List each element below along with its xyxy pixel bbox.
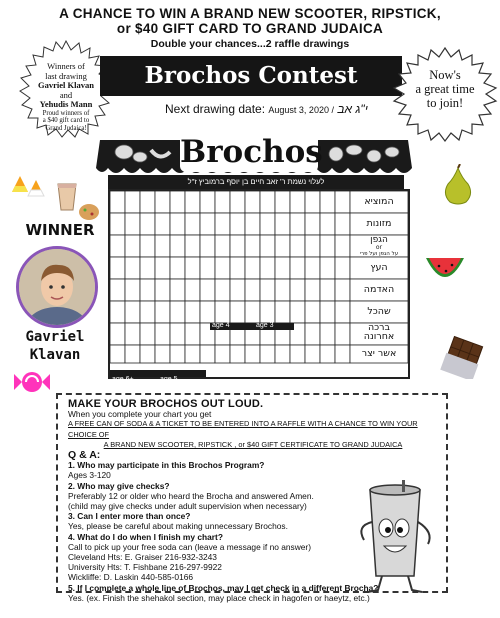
age-6-label: age 6+: [112, 376, 134, 383]
chart-cell: [155, 235, 170, 257]
chart-cell: [155, 213, 170, 235]
header-line-3: Double your chances...2 raffle drawings: [150, 38, 350, 50]
qa-a4d: Wickliffe: D. Laskin 440-585-0166: [68, 572, 194, 583]
chart-cell: [140, 257, 155, 279]
chart-cell: [110, 345, 125, 363]
burst-right-line1: Now's: [429, 68, 461, 82]
chart-cell: [275, 235, 290, 257]
chart-cell: [155, 345, 170, 363]
chart-cell: [155, 257, 170, 279]
chart-cell: [170, 323, 185, 345]
chart-cell: [290, 279, 305, 301]
chart-cell: [185, 301, 200, 323]
qa-heading: Q & A:: [68, 449, 101, 462]
chart-cell: [230, 213, 245, 235]
qa-a2b: (child may give checks under adult supervision when necessary): [68, 501, 307, 512]
qa-q1: 1. Who may participate in this Brochos Program?: [68, 460, 265, 471]
qa-q5: 5. If I complete a whole line of Brochos, may I get check in a different Brocha?: [68, 582, 379, 593]
pear-icon: [440, 164, 476, 206]
chart-cell: [245, 191, 260, 213]
qa-a2a: Preferably 12 or older who heard the Brocha and answered Amen.: [68, 490, 314, 501]
chart-cell: [245, 235, 260, 257]
chart-cell: [140, 213, 155, 235]
chart-cell: [110, 323, 125, 345]
winner-avatar: [16, 246, 98, 328]
row-label-2-main: הגפן: [370, 235, 388, 245]
next-drawing-hebrew: י"ג אב: [337, 102, 368, 116]
chart-cell: [215, 235, 230, 257]
chart-cell: [125, 323, 140, 345]
row-label-7: אשר יצר: [361, 348, 397, 359]
chart-cell: [305, 279, 320, 301]
chart-cell: [185, 345, 200, 363]
row-label-2: [350, 235, 408, 258]
chart-cell: [230, 235, 245, 257]
chart-cell: [230, 257, 245, 279]
qa-a3: Yes, please be careful about making unnecessary Brochos.: [68, 521, 288, 532]
row-label-6: [350, 323, 408, 345]
chart-cell: [215, 345, 230, 363]
qa-a5: Yes. (ex. Finish the shehakol section, may place check in hagofen or haeytz, etc.): [68, 592, 370, 603]
chart-cell: [275, 345, 290, 363]
chart-cell: [230, 279, 245, 301]
chart-cell: [110, 213, 125, 235]
burst-left-line1: Winners of: [47, 61, 85, 71]
qa-raffle-1: A FREE CAN OF SODA & A TICKET TO BE ENTERED INTO A RAFFLE WITH A CHANCE TO WIN YOUR CHOICE OF: [68, 419, 418, 439]
qa-a1: Ages 3-120: [68, 470, 111, 481]
qa-q2: 2. Who may give checks?: [68, 480, 170, 491]
winner-last-name: Klavan: [29, 347, 81, 363]
burst-left-name2: Yehudis Mann: [39, 99, 93, 109]
qa-a4c: University Hts: T. Fishbane 216-297-9922: [68, 562, 222, 573]
chart-cell: [200, 279, 215, 301]
chart-cell: [305, 345, 320, 363]
chart-cell: [215, 301, 230, 323]
chart-cell: [275, 301, 290, 323]
chart-cell: [335, 301, 350, 323]
chart-dedication: לעלוי נשמת ר' זאב חיים בן יוסף ברמוביץ ז"ל: [108, 175, 404, 189]
chart-cell: [200, 345, 215, 363]
chart-cell: [260, 191, 275, 213]
chart-cell: [335, 191, 350, 213]
row-label-2-or: or: [375, 244, 383, 251]
chart-cell: [320, 257, 335, 279]
chart-cell: [170, 345, 185, 363]
row-label-5: שהכל: [367, 306, 391, 317]
chart-cell: [155, 279, 170, 301]
row-label-6-main: ברכה: [367, 322, 391, 333]
chart-cell: [215, 213, 230, 235]
chart-cell: [260, 279, 275, 301]
winner-label: WINNER: [25, 221, 95, 239]
chart-cell: [140, 235, 155, 257]
chart-cell: [140, 301, 155, 323]
chart-cell: [260, 257, 275, 279]
qa-intro: When you complete your chart you get: [68, 409, 212, 420]
cup-icon: [56, 182, 78, 212]
chart-cell: [185, 279, 200, 301]
chart-cell: [320, 323, 335, 345]
chart-cell: [110, 279, 125, 301]
age-5-label: age 5: [160, 376, 178, 383]
soda-cup-mascot-icon: [358, 480, 436, 598]
chart-cell: [200, 191, 215, 213]
burst-right-line2: a great time: [415, 82, 475, 96]
chocolate-bar-icon: [440, 335, 488, 379]
chart-cell: [290, 301, 305, 323]
chart-cell: [320, 301, 335, 323]
chart-logo-text: Brochos: [180, 134, 323, 170]
chart-cell: [335, 345, 350, 363]
burst-left-and: and: [59, 89, 73, 100]
chart-cell: [230, 345, 245, 363]
row-label-1: מזונות: [366, 218, 392, 229]
chart-cell: [200, 301, 215, 323]
chart-cell: [290, 345, 305, 363]
page-title: Brochos Contest: [100, 56, 402, 96]
chart-cell: [275, 257, 290, 279]
chart-cell: [110, 235, 125, 257]
row-label-6-line2: אחרונה: [363, 331, 395, 342]
chart-cell: [170, 301, 185, 323]
header-line-2: or $40 GIFT CARD TO GRAND JUDAICA: [116, 21, 384, 36]
chart-cell: [170, 191, 185, 213]
chart-cell: [140, 279, 155, 301]
next-drawing: [165, 102, 368, 116]
chart-cell: [320, 191, 335, 213]
header-line-1: A CHANCE TO WIN A BRAND NEW SCOOTER, RIPSTICK,: [59, 6, 441, 21]
chart-cell: [290, 213, 305, 235]
chart-cell: [185, 257, 200, 279]
chart-cell: [245, 213, 260, 235]
chart-cell: [230, 301, 245, 323]
chart-cell: [170, 279, 185, 301]
chart-cell: [305, 191, 320, 213]
chart-cell: [140, 323, 155, 345]
chart-cell: [200, 235, 215, 257]
chart-cell: [125, 213, 140, 235]
age-3-label: age 3: [256, 322, 274, 329]
burst-left-p3: Grand Judaica!: [45, 124, 87, 132]
chart-cell: [185, 235, 200, 257]
chart-cell: [110, 301, 125, 323]
chart-cell: [320, 235, 335, 257]
chart-cell: [320, 213, 335, 235]
chart-cell: [260, 213, 275, 235]
chart-cell: [125, 301, 140, 323]
chart-cell: [125, 279, 140, 301]
qa-raffle-2: A BRAND NEW SCOOTER, RIPSTICK , or $40 GIFT CERTIFICATE TO GRAND JUDAICA: [103, 439, 403, 449]
chart-cell: [305, 301, 320, 323]
chart-cell: [245, 257, 260, 279]
chart-cell: [215, 191, 230, 213]
chart-cell: [185, 323, 200, 345]
chart-cell: [215, 257, 230, 279]
chart-cell: [335, 279, 350, 301]
chart-cell: [335, 323, 350, 345]
burst-left-line2: last drawing: [45, 70, 87, 81]
candy-corn-icon: [8, 172, 48, 200]
chart-cell: [320, 279, 335, 301]
chart-cell: [140, 345, 155, 363]
burst-left-name1: Gavriel Klavan: [38, 80, 94, 90]
row-label-4: האדמה: [363, 284, 395, 295]
chart-cell: [140, 191, 155, 213]
qa-title: MAKE YOUR BROCHOS OUT LOUD.: [68, 398, 264, 410]
chart-cell: [125, 257, 140, 279]
chart-cell: [290, 191, 305, 213]
qa-a4a: Call to pick up your free soda can (leave a message if no answer): [68, 541, 311, 552]
chart-cell: [305, 257, 320, 279]
chart-cell: [245, 345, 260, 363]
chart-cell: [245, 301, 260, 323]
chart-cell: [275, 279, 290, 301]
chart-cell: [260, 235, 275, 257]
chart-cell: [185, 191, 200, 213]
winner-first-name: Gavriel: [25, 329, 85, 345]
chart-cell: [170, 213, 185, 235]
burst-right-line3: to join!: [426, 96, 464, 110]
chart-cell: [125, 345, 140, 363]
chart-cell: [200, 257, 215, 279]
lollipop-icon: [12, 366, 52, 398]
cookie-icon: [78, 202, 100, 222]
row-label-3: העץ: [370, 262, 388, 273]
chart-cell: [155, 301, 170, 323]
qa-a4b: Cleveland Hts: E. Graiser 216-932-3243: [68, 552, 217, 563]
chart-cell: [305, 213, 320, 235]
chart-cell: [260, 301, 275, 323]
chart-cell: [335, 235, 350, 257]
burst-left-p1: Proud winners of: [42, 109, 90, 117]
chart-cell: [170, 257, 185, 279]
winner-name: [10, 328, 100, 364]
chart-cell: [290, 235, 305, 257]
chart-cell: [305, 323, 320, 345]
chart-cell: [185, 213, 200, 235]
chart-cell: [290, 257, 305, 279]
chart-cell: [110, 257, 125, 279]
chart-cell: [125, 235, 140, 257]
chart-cell: [335, 213, 350, 235]
chart-cell: [275, 191, 290, 213]
chart-cell: [275, 213, 290, 235]
chart-cell: [215, 279, 230, 301]
chart-cell: [170, 235, 185, 257]
chart-cell: [335, 257, 350, 279]
row-label-0: המוציא: [364, 196, 394, 207]
chart-cell: [230, 191, 245, 213]
qa-q3: 3. Can I enter more than once?: [68, 511, 191, 522]
watermelon-icon: [424, 252, 466, 286]
chart-cell: [110, 191, 125, 213]
row-label-2-sub: על הגפן ועל פרי: [359, 251, 399, 257]
chart-cell: [305, 235, 320, 257]
next-drawing-date: August 3, 2020 /: [268, 105, 334, 115]
chart-cell: [260, 345, 275, 363]
chart-cell: [125, 191, 140, 213]
chart-cell: [245, 279, 260, 301]
qa-q4: 4. What do I do when I finish my chart?: [68, 531, 223, 542]
chart-cell: [155, 323, 170, 345]
burst-left-p2: a $40 gift card to: [42, 117, 90, 124]
chart-cell: [155, 191, 170, 213]
chart-cell: [320, 345, 335, 363]
chart-cell: [200, 213, 215, 235]
avatar-photo: [19, 249, 95, 325]
age-4-label: age 4: [212, 322, 230, 329]
next-drawing-label: Next drawing date:: [165, 102, 266, 116]
